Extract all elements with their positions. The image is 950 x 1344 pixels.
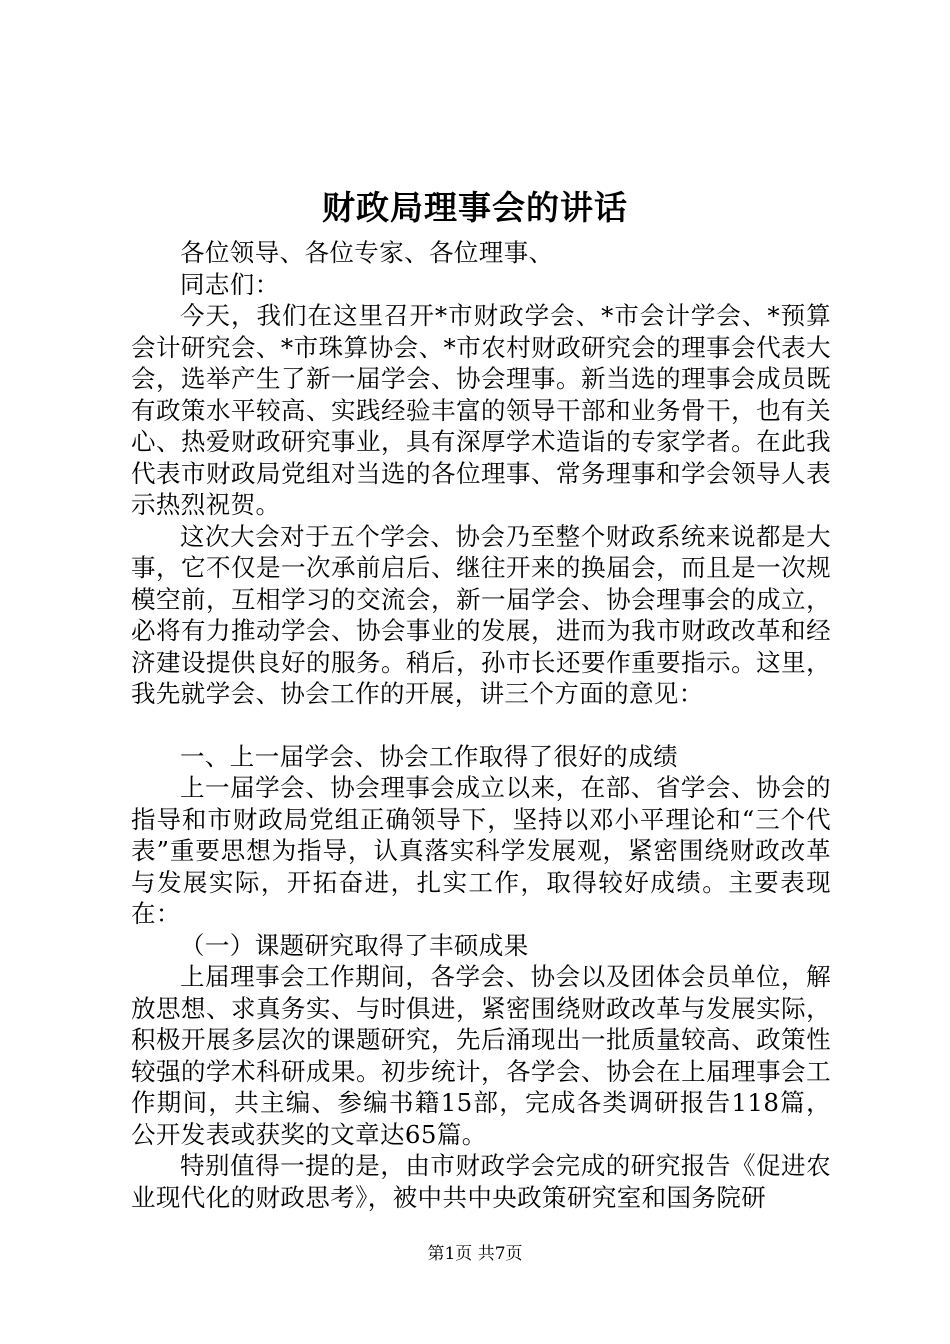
document-title: 财政局理事会的讲话 (322, 188, 628, 227)
salutation-line-1: 各位领导、各位专家、各位理事、 (180, 238, 554, 267)
body-paragraph-4: 上届理事会工作期间，各学会、协会以及团体会员单位，解放思想、求真务实、与时俱进，紧密围绕财政改革与发展实际，积极开展多层次的课题研究，先后涌现出一批质量较高、政策性较强的学术科研成果。初步统计，各学会、协会在上届理事会工作期间，共主编、参编书籍15部，完成各类调研报告118篇，公开发表或获奖的文章达65篇。 (131, 962, 831, 1149)
body-paragraph-3: 上一届学会、协会理事会成立以来，在部、省学会、协会的指导和市财政局党组正确领导下，坚持以邓小平理论和“三个代表”重要思想为指导，认真落实科学发展观，紧密围绕财政改革与发展实际，开拓奋进，扎实工作，取得较好成绩。主要表现在： (131, 773, 831, 928)
page-number-footer: 第1页 共7页 (427, 1244, 523, 1264)
body-paragraph-1: 今天，我们在这里召开*市财政学会、*市会计学会、*预算会计研究会、*市珠算协会、*市农村财政研究会的理事会代表大会，选举产生了新一届学会、协会理事。新当选的理事会成员既有政策水平较高、实践经验丰富的领导干部和业务骨干，也有关心、热爱财政研究事业，具有深厚学术造诣的专家学者。在此我代表市财政局党组对当选的各位理事、常务理事和学会领导人表示热烈祝贺。 (131, 301, 831, 519)
document-body (131, 237, 831, 1213)
body-paragraph-5: 特别值得一提的是，由市财政学会完成的研究报告《促进农业现代化的财政思考》，被中共中央政策研究室和国务院研 (131, 1151, 831, 1212)
body-paragraph-2: 这次大会对于五个学会、协会乃至整个财政系统来说都是大事，它不仅是一次承前启后、继往开来的换届会，而且是一次规模空前，互相学习的交流会，新一届学会、协会理事会的成立，必将有力推动学会、协会事业的发展，进而为我市财政改革和经济建设提供良好的服务。稍后，孙市长还要作重要指示。这里，我先就学会、协会工作的开展，讲三个方面的意见： (131, 521, 831, 708)
section-heading-1: 一、上一届学会、协会工作取得了很好的成绩 (180, 741, 678, 771)
subsection-heading-1: （一）课题研究取得了丰硕成果 (180, 930, 529, 960)
salutation-line-2: 同志们： (180, 269, 280, 299)
